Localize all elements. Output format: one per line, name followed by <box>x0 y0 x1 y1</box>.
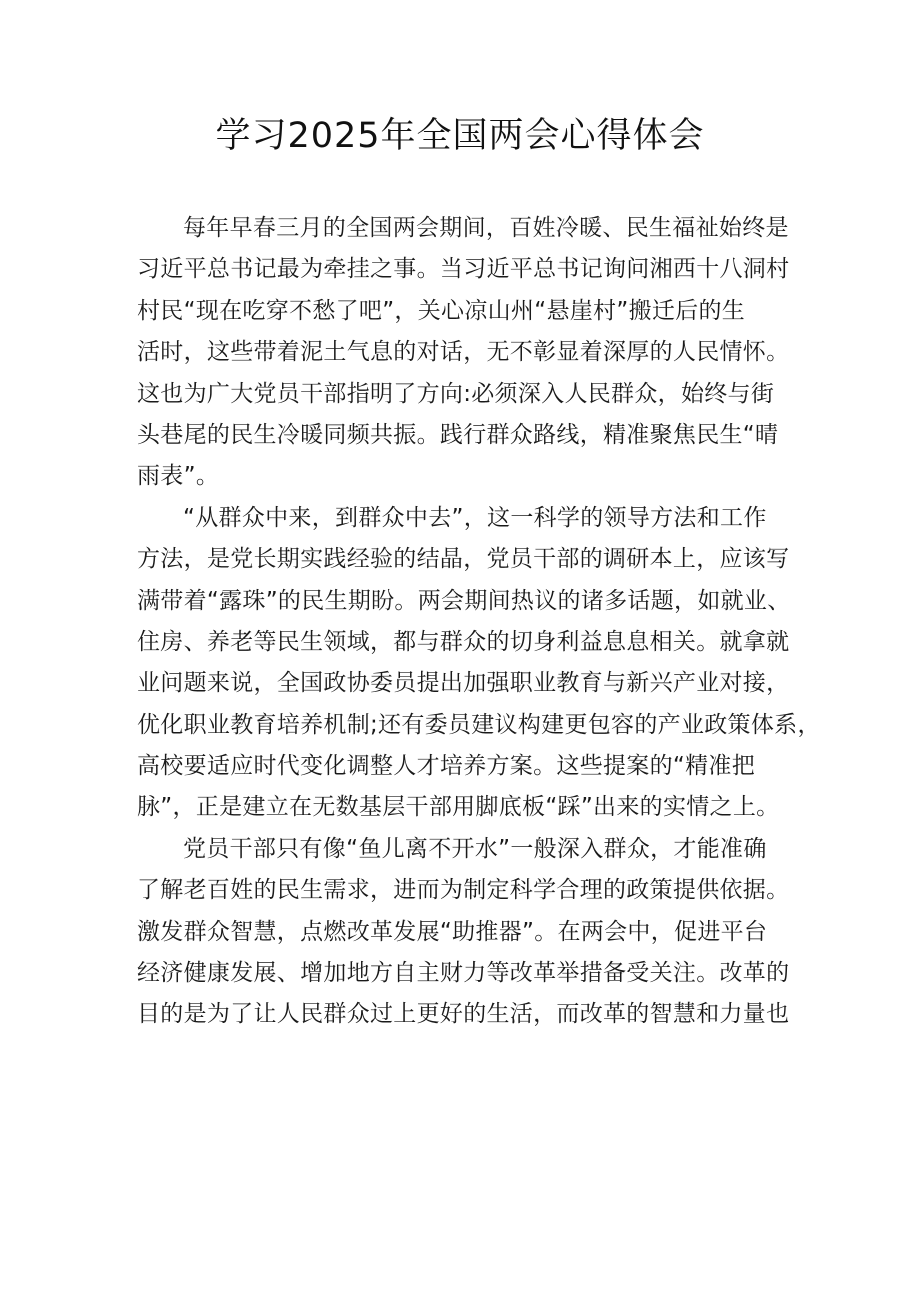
document-body <box>137 208 821 1036</box>
body-line: 目的是为了让人民群众过上更好的生活，而改革的智慧和力量也 <box>137 1001 790 1028</box>
body-line: 满带着“露珠”的民生期盼。两会期间热议的诸多话题，如就业、 <box>137 587 791 614</box>
body-line: 习近平总书记最为牵挂之事。当习近平总书记询问湘西十八洞村 <box>137 256 790 283</box>
body-line: 激发群众智慧，点燃改革发展“助推器”。在两会中，促进平台 <box>137 918 768 945</box>
body-line: 党员干部只有像“鱼儿离不开水”一般深入群众，才能准确 <box>183 835 767 862</box>
body-line: “从群众中来，到群众中去”，这一科学的领导方法和工作 <box>183 504 767 531</box>
body-line: 脉”，正是建立在无数基层干部用脚底板“踩”出来的实情之上。 <box>137 794 780 821</box>
body-line: 这也为广大党员干部指明了方向:必须深入人民群众，始终与街 <box>137 380 775 407</box>
document-title: 学习2025年全国两会心得体会 <box>215 116 705 156</box>
body-line: 村民“现在吃穿不愁了吧”，关心凉山州“悬崖村”搬迁后的生 <box>137 297 746 324</box>
body-line: 雨表”。 <box>137 463 220 490</box>
body-line: 头巷尾的民生冷暖同频共振。践行群众路线，精准聚焦民生“晴 <box>137 421 779 448</box>
body-line: 了解老百姓的民生需求，进而为制定科学合理的政策提供依据。 <box>137 877 790 904</box>
body-line: 住房、养老等民生领域，都与群众的切身利益息息相关。就拿就 <box>137 628 790 655</box>
body-line: 活时，这些带着泥土气息的对话，无不彰显着深厚的人民情怀。 <box>137 339 790 366</box>
body-line: 方法，是党长期实践经验的结晶，党员干部的调研本上，应该写 <box>137 546 790 573</box>
body-line: 高校要适应时代变化调整人才培养方案。这些提案的“精准把 <box>137 753 756 780</box>
body-line: 每年早春三月的全国两会期间，百姓冷暖、民生福祉始终是 <box>183 215 789 241</box>
body-line: 优化职业教育培养机制;还有委员建议构建更包容的产业政策体系， <box>137 711 821 738</box>
body-line: 业问题来说，全国政协委员提出加强职业教育与新兴产业对接， <box>137 670 790 697</box>
body-line: 经济健康发展、增加地方自主财力等改革举措备受关注。改革的 <box>137 960 790 987</box>
